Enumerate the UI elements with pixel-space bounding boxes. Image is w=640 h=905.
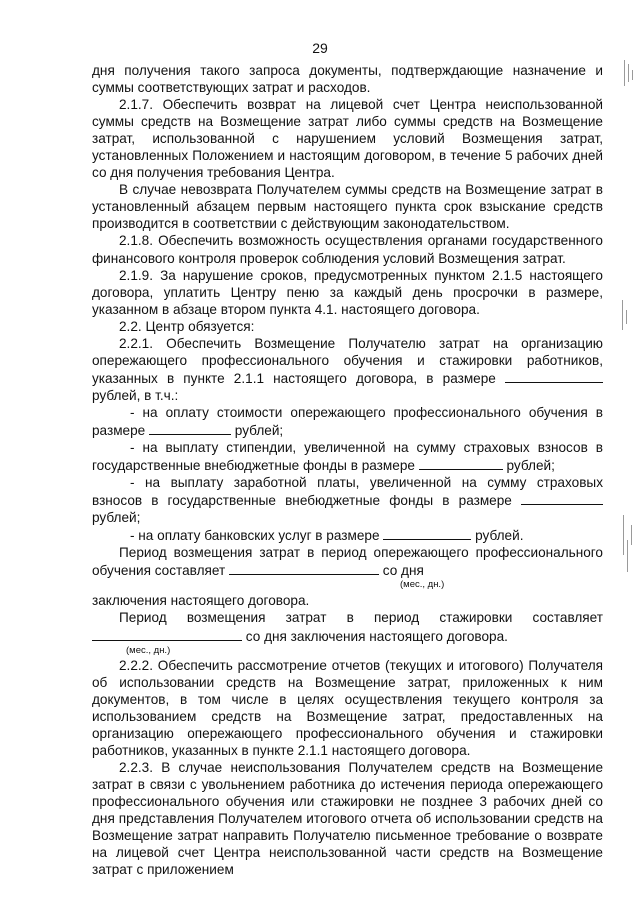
scan-mark [627, 540, 628, 572]
paragraph-2-2-2: 2.2.2. Обеспечить рассмотрение отчетов (текущих и итогового) Получателя об использовании средств на Возмещение затрат, приложенных к ним документов, в том числе в целях осуществления текущего контроля за использованием средств на Возмещение затрат, предоставленных на организацию опережающего профессионального обучения и стажировки работников, указанных в пункте 2.1.1 настоящего договора. [92, 657, 603, 758]
item-bank-services-text: - на оплату банковских услуг в размере [130, 528, 380, 544]
period-internship-blank [92, 627, 242, 641]
paragraph-2-1-7: 2.1.7. Обеспечить возврат на лицевой счет Центра неиспользованной суммы средств на Возмещение затрат либо суммы средств на Возмещение затрат, использованной с нарушением условий Возмещения затрат, установленных Положением и настоящим договором, в течение 5 рабочих дней со дня получения требования Центра. [92, 97, 603, 181]
item-training-cost-unit: рублей; [234, 422, 284, 438]
paragraph-2-1-9: 2.1.9. За нарушение сроков, предусмотренных пунктом 2.1.5 настоящего договора, уплатить Центру пеню за каждый день просрочки в размере, указанном в абзаце втором пункта 4.1. настоящего договора. [92, 267, 603, 317]
item-bank-services [92, 526, 603, 544]
item-bank-services-unit: рублей. [475, 528, 524, 544]
scan-mark [623, 515, 624, 555]
item-stipend [92, 439, 603, 474]
paragraph-continuation: дня получения такого запроса документы, подтверждающие назначение и суммы соответствующих затрат и расходов. [92, 63, 603, 96]
paragraph-2-2-1 [92, 335, 603, 404]
period-training-end: заключения настоящего договора. [92, 593, 310, 609]
amount-training-blank [149, 421, 231, 435]
amount-total-blank [505, 369, 603, 383]
period-internship-text: Период возмещения затрат в период стажировки составляет [119, 610, 603, 626]
item-salary-unit: рублей; [92, 510, 141, 526]
scan-edge-marks [616, 0, 640, 905]
item-stipend-unit: рублей; [506, 458, 555, 474]
scan-mark [624, 60, 625, 86]
scan-mark [626, 310, 627, 324]
period-training-blank [229, 561, 379, 575]
period-training-text: Период возмещения затрат в период опережающего профессионального обучения составляет [92, 545, 603, 579]
item-training-cost [92, 404, 603, 439]
paragraph-2-2: 2.2. Центр обязуется: [119, 318, 255, 334]
amount-bank-blank [383, 526, 471, 540]
period-training-tail: со дня [382, 563, 424, 579]
scan-mark [622, 300, 623, 330]
paragraph-2-2-3: 2.2.3. В случае неиспользования Получателем средств на Возмещение затрат в связи с увольнением работника до истечения периода опережающего профессионального обучения или стажировки не позднее 3 рабочих дней со дня представления Получателем итогового отчета об использовании средств на Возмещение затрат направить Получателю письменное требование о возврате на лицевой счет Центра неиспользованной части средств на Возмещение затрат с приложением [92, 759, 603, 878]
caption-months-days-2: (мес., дн.) [126, 644, 171, 656]
item-salary [92, 474, 603, 526]
paragraph-2-1-8: 2.1.8. Обеспечить возможность осуществления органами государственного финансового контроля проверок соблюдения условий Возмещения затрат. [92, 233, 603, 266]
scan-mark [632, 70, 633, 80]
paragraph-2-2-1-tail: рублей, в т.ч.: [92, 387, 179, 403]
period-internship-tail: со дня заключения настоящего договора. [245, 628, 508, 644]
scan-mark [628, 64, 629, 82]
item-training-cost-text: - на оплату стоимости опережающего профессионального обучения в размере [92, 404, 603, 438]
page-number: 29 [312, 40, 328, 56]
period-internship [92, 609, 603, 644]
item-salary-text: - на выплату заработной платы, увеличенной на сумму страховых взносов в государственные внебюджетные фонды в размере [92, 475, 603, 509]
paragraph-non-return: В случае невозврата Получателем суммы средств на Возмещение затрат в установленный абзацем первым настоящего пункта срок взыскание средств производится в соответствии с действующим законодательством. [92, 182, 603, 232]
amount-stipend-blank [419, 456, 503, 470]
caption-months-days: (мес., дн.) [400, 579, 445, 591]
amount-salary-blank [521, 491, 603, 505]
scan-mark [631, 525, 632, 545]
period-training [92, 544, 603, 579]
paragraph-2-2-1-text: 2.2.1. Обеспечить Возмещение Получателю затрат на организацию опережающего профессионального обучения и стажировки работников, указанных в пункте 2.1.1 настоящего договора, в размере [92, 335, 603, 386]
document-body [92, 62, 603, 878]
item-stipend-text: - на выплату стипендии, увеличенной на сумму страховых взносов в государственные внебюджетные фонды в размере [92, 440, 603, 474]
